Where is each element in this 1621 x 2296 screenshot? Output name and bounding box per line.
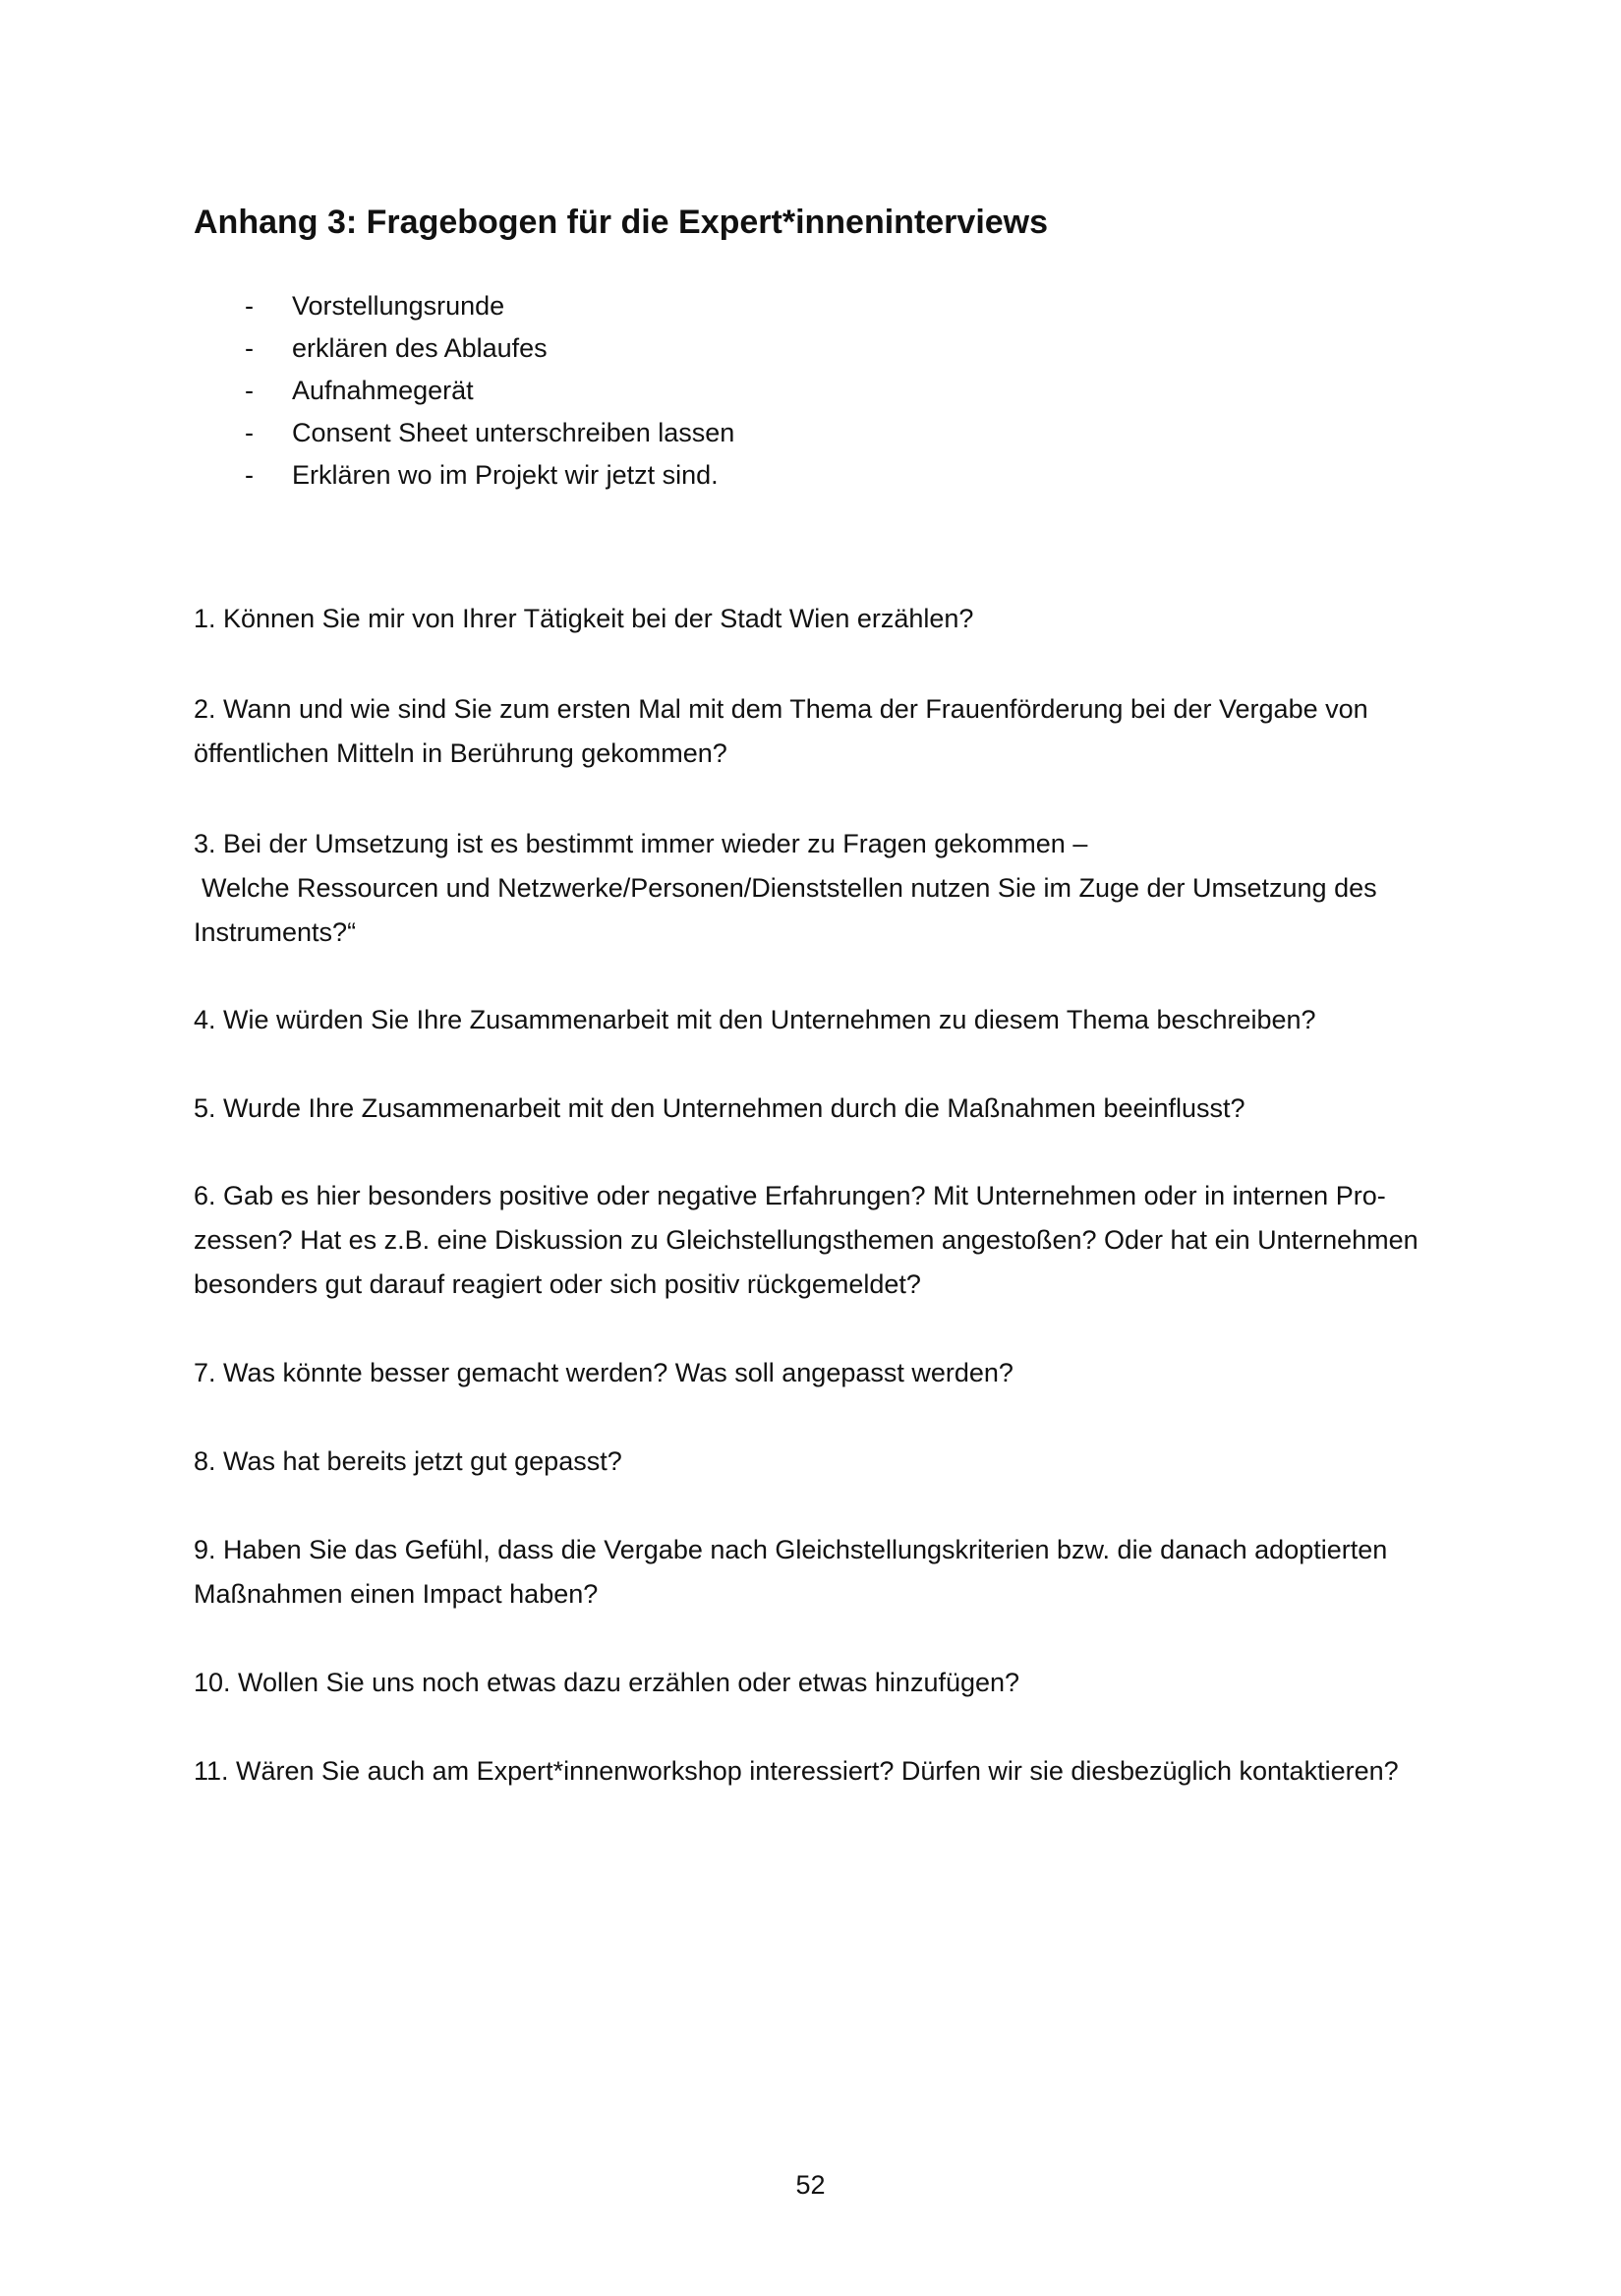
question-line: 1. Können Sie mir von Ihrer Tätigkeit bei der Stadt Wien erzählen? <box>194 604 974 633</box>
question-7 <box>194 1351 1437 1395</box>
question-line: 5. Wurde Ihre Zusammenarbeit mit den Unternehmen durch die Maßnahmen beeinflusst? <box>194 1093 1245 1123</box>
question-line: 8. Was hat bereits jetzt gut gepasst? <box>194 1446 622 1476</box>
question-8 <box>194 1440 1437 1484</box>
question-line: 2. Wann und wie sind Sie zum ersten Mal mit dem Thema der Frauenförderung bei der Vergabe von <box>194 694 1368 724</box>
list-item-text: Consent Sheet unterschreiben lassen <box>292 418 735 447</box>
question-2 <box>194 687 1437 776</box>
question-line: Welche Ressourcen und Netzwerke/Personen/Dienststellen nutzen Sie im Zuge der Umsetzung des <box>202 873 1377 903</box>
question-line: 7. Was könnte besser gemacht werden? Was soll angepasst werden? <box>194 1358 1013 1387</box>
list-item-text: Erklären wo im Projekt wir jetzt sind. <box>292 460 719 490</box>
list-item-text: Aufnahmegerät <box>292 376 474 405</box>
list-item <box>194 370 1177 412</box>
question-3 <box>194 822 1437 955</box>
question-line: 9. Haben Sie das Gefühl, dass die Vergabe nach Gleichstellungskriterien bzw. die danach adoptierten <box>194 1535 1388 1564</box>
question-line: 10. Wollen Sie uns noch etwas dazu erzählen oder etwas hinzufügen? <box>194 1668 1020 1697</box>
question-11 <box>194 1749 1437 1794</box>
page-number: 52 <box>795 2170 826 2200</box>
question-4 <box>194 998 1437 1042</box>
list-item <box>194 412 1177 454</box>
question-line: 6. Gab es hier besonders positive oder negative Erfahrungen? Mit Unternehmen oder in internen Pro- <box>194 1181 1386 1210</box>
question-9 <box>194 1528 1437 1617</box>
question-line: Instruments?“ <box>194 917 357 947</box>
question-line: 3. Bei der Umsetzung ist es bestimmt immer wieder zu Fragen gekommen – <box>194 829 1088 858</box>
question-line: 11. Wären Sie auch am Expert*innenworkshop interessiert? Dürfen wir sie diesbezüglich kontaktieren? <box>194 1756 1399 1786</box>
intro-checklist <box>194 285 1177 497</box>
list-item <box>194 285 1177 327</box>
list-item <box>194 454 1177 497</box>
question-line: Maßnahmen einen Impact haben? <box>194 1579 599 1609</box>
bullet-dash: - <box>245 376 254 405</box>
bullet-dash: - <box>245 333 254 363</box>
question-line: 4. Wie würden Sie Ihre Zusammenarbeit mit den Unternehmen zu diesem Thema beschreiben? <box>194 1005 1316 1034</box>
list-item <box>194 327 1177 370</box>
page-heading: Anhang 3: Fragebogen für die Expert*inneninterviews <box>194 204 1049 241</box>
question-6 <box>194 1174 1437 1307</box>
question-5 <box>194 1087 1437 1131</box>
bullet-dash: - <box>245 418 254 447</box>
question-line: öffentlichen Mitteln in Berührung gekommen? <box>194 738 727 768</box>
list-item-text: erklären des Ablaufes <box>292 333 548 363</box>
question-1 <box>194 597 1437 641</box>
bullet-dash: - <box>245 291 254 321</box>
question-10 <box>194 1661 1437 1705</box>
list-item-text: Vorstellungsrunde <box>292 291 505 321</box>
question-line: besonders gut darauf reagiert oder sich positiv rückgemeldet? <box>194 1269 921 1299</box>
bullet-dash: - <box>245 460 254 490</box>
question-line: zessen? Hat es z.B. eine Diskussion zu Gleichstellungsthemen angestoßen? Oder hat ein Unternehmen <box>194 1225 1418 1255</box>
